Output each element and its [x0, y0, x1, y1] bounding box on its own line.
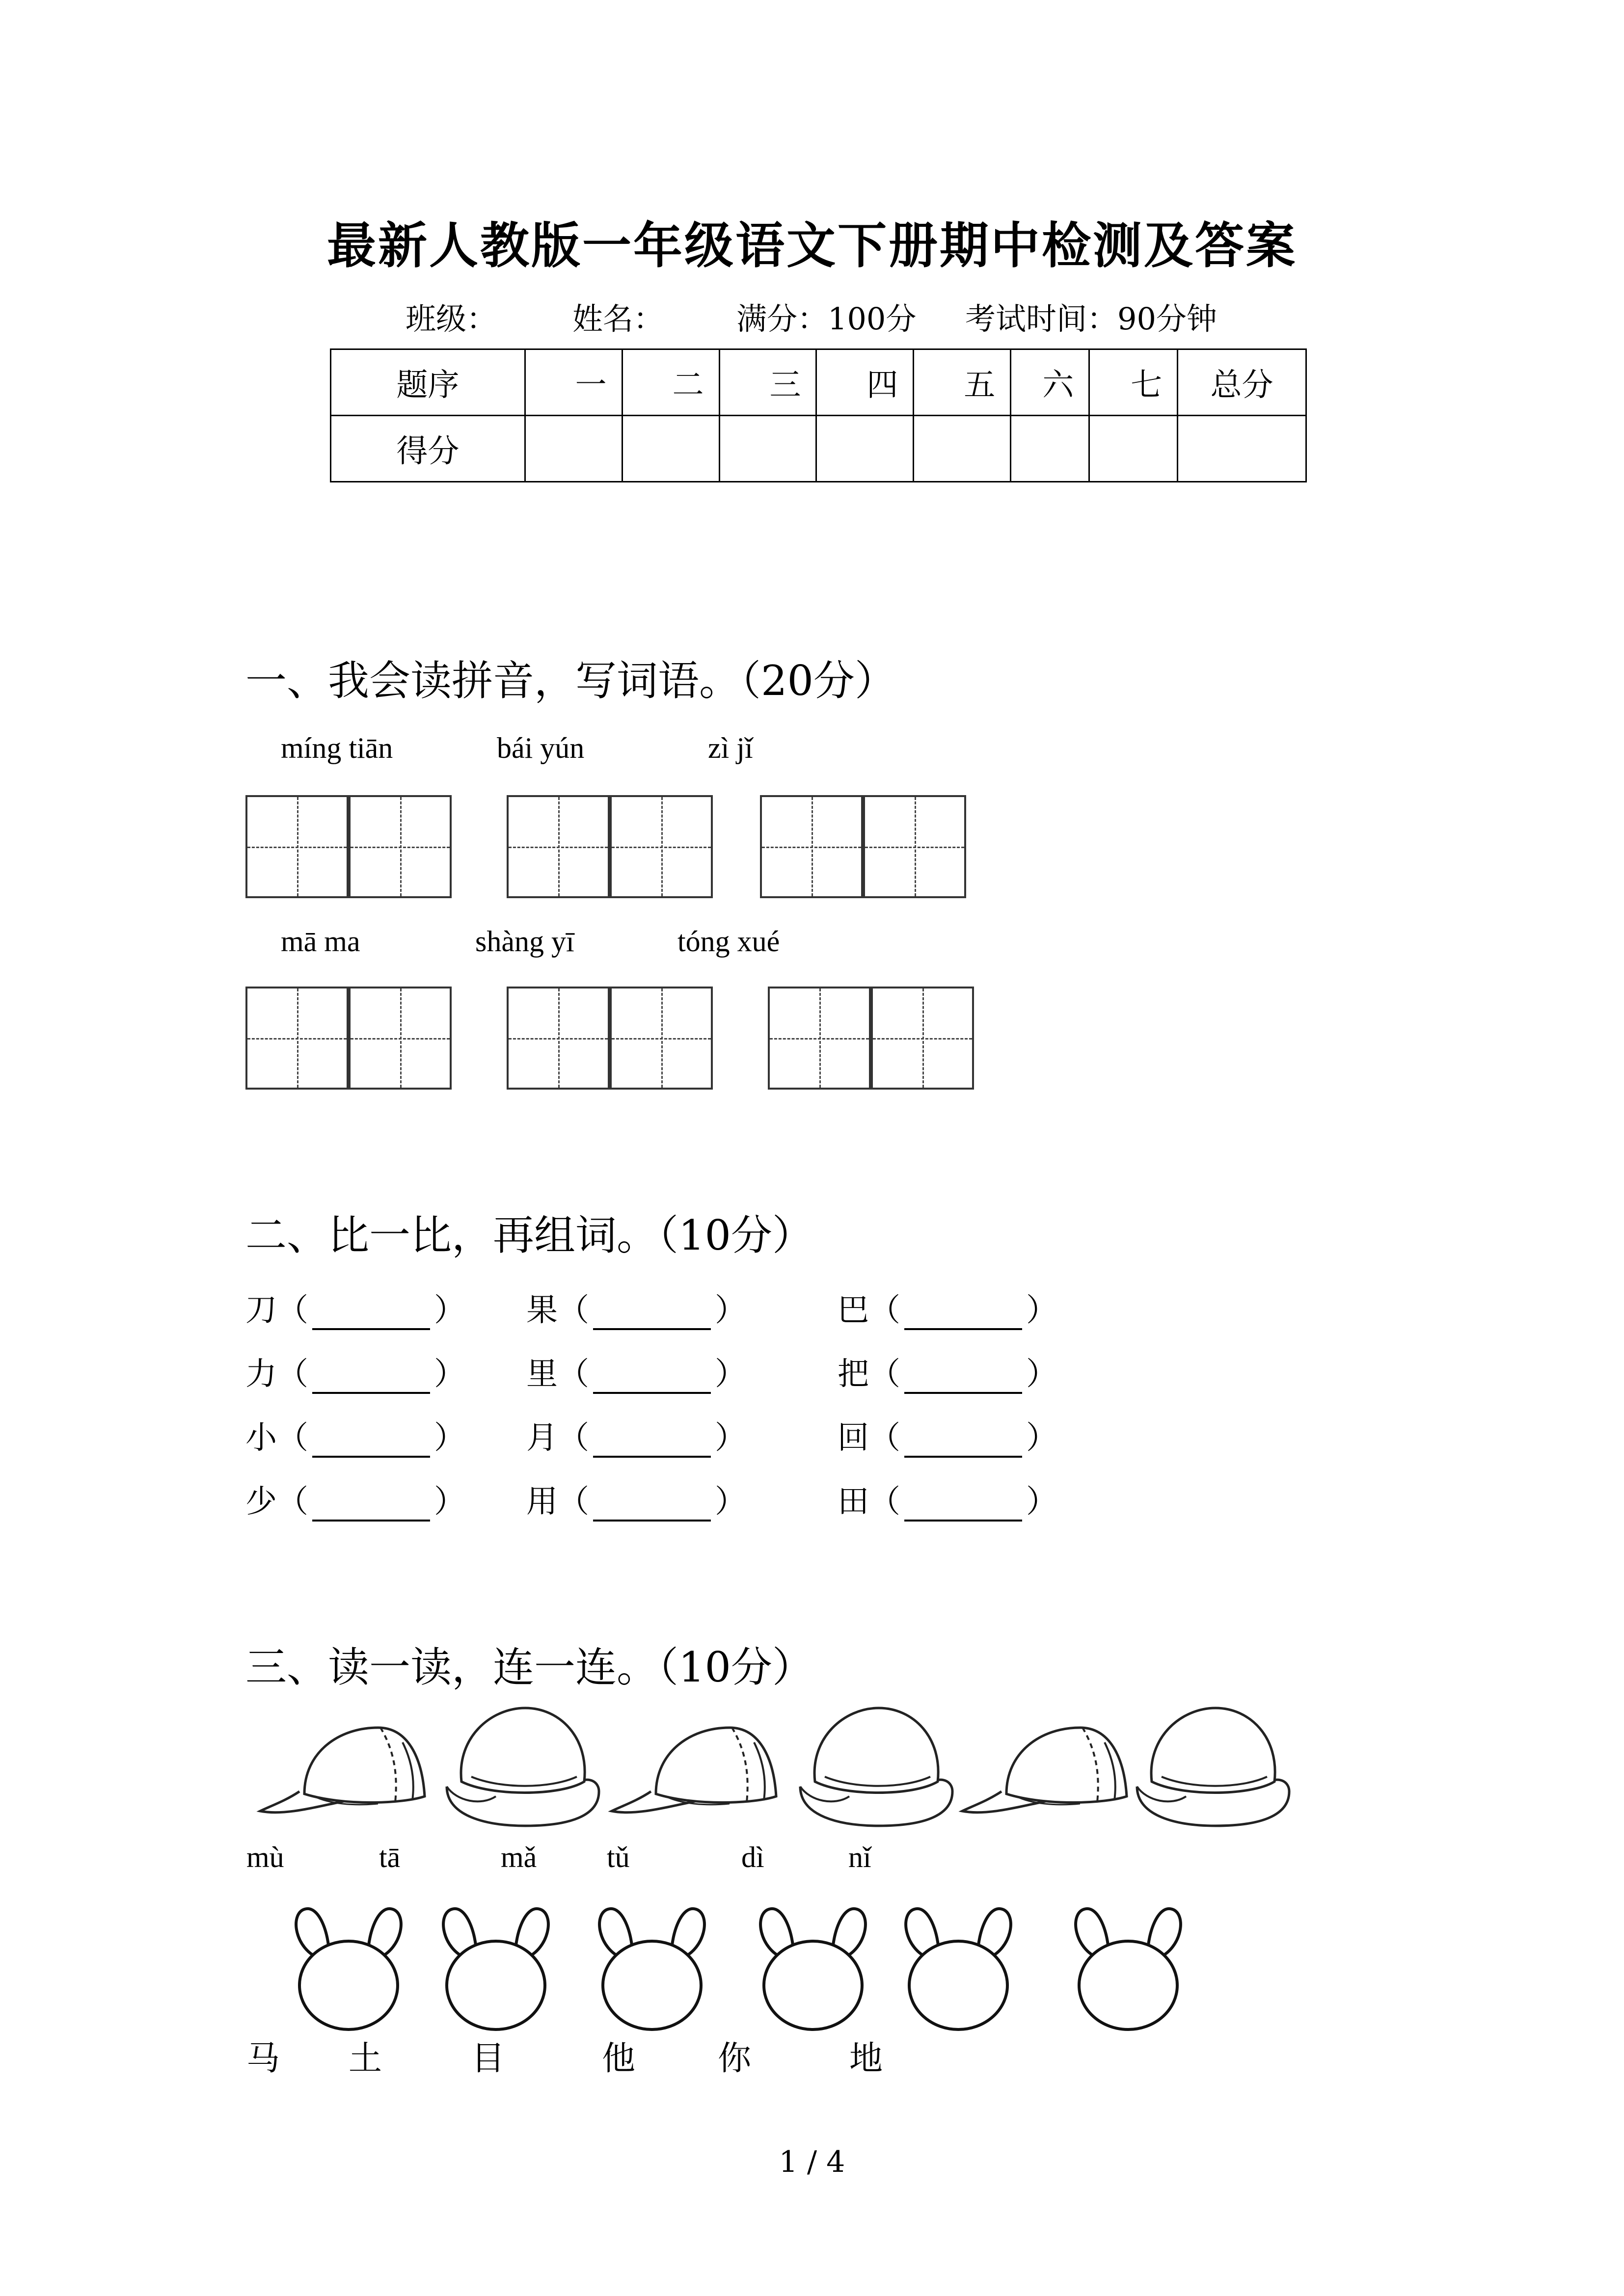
score-header-label: 题序 [331, 349, 525, 416]
score-col-7: 七 [1089, 349, 1178, 416]
word-char: 田 [838, 1484, 869, 1520]
score-row-label: 得分 [331, 416, 525, 482]
open-paren: （ [277, 1292, 308, 1329]
rabbit-char: 地 [849, 2039, 883, 2078]
rabbits-illustration [0, 1899, 1624, 2047]
page-title: 最新人教版一年级语文下册期中检测及答案 [327, 216, 1297, 274]
pinyin-label: zì jǐ [708, 732, 753, 764]
open-paren: （ [277, 1356, 308, 1392]
answer-blank[interactable] [593, 1495, 711, 1522]
close-paren: ） [434, 1292, 465, 1329]
hat-pinyin: dì [741, 1841, 764, 1873]
score-table-score-row [331, 416, 1306, 482]
pinyin-label: tóng xué [677, 925, 780, 958]
word-group-item [245, 1349, 465, 1394]
close-paren: ） [1026, 1484, 1057, 1520]
close-paren: ） [434, 1356, 465, 1392]
open-paren: （ [277, 1484, 308, 1520]
open-paren: （ [558, 1484, 589, 1520]
pinyin-label: shàng yī [475, 925, 574, 958]
page-number: 1 / 4 [779, 2145, 845, 2179]
word-group-item [838, 1476, 1057, 1522]
word-group-item [526, 1285, 746, 1330]
pinyin-label: míng tiān [281, 732, 393, 764]
close-paren: ） [715, 1292, 746, 1329]
word-group-item [838, 1413, 1057, 1458]
pinyin-label: mā ma [281, 925, 360, 958]
full-score: 满分：100分 [736, 301, 917, 337]
rabbit-char: 目 [471, 2039, 505, 2078]
rabbit-char: 马 [246, 2039, 280, 2078]
close-paren: ） [1026, 1292, 1057, 1329]
answer-blank[interactable] [312, 1495, 430, 1522]
score-col-1: 一 [525, 349, 622, 416]
close-paren: ） [715, 1484, 746, 1520]
score-cell[interactable] [1089, 416, 1178, 482]
writing-cell[interactable] [349, 987, 452, 1090]
close-paren: ） [434, 1484, 465, 1520]
writing-cell[interactable] [871, 987, 974, 1090]
close-paren: ） [1026, 1356, 1057, 1392]
close-paren: ） [434, 1420, 465, 1456]
word-char: 小 [245, 1420, 277, 1456]
answer-blank[interactable] [904, 1431, 1022, 1458]
open-paren: （ [869, 1356, 900, 1392]
writing-cell[interactable] [507, 795, 610, 898]
open-paren: （ [558, 1420, 589, 1456]
word-char: 果 [526, 1292, 558, 1329]
answer-blank[interactable] [593, 1304, 711, 1330]
rabbit-char: 土 [349, 2039, 382, 2078]
writing-cell[interactable] [768, 987, 871, 1090]
score-col-6: 六 [1011, 349, 1089, 416]
score-total-label: 总分 [1178, 349, 1306, 416]
score-table [330, 348, 1307, 482]
close-paren: ） [1026, 1420, 1057, 1456]
word-group-item [526, 1476, 746, 1522]
word-group-item [245, 1285, 465, 1330]
open-paren: （ [558, 1292, 589, 1329]
score-table-header-row [331, 349, 1306, 416]
word-group-item [838, 1349, 1057, 1394]
answer-blank[interactable] [904, 1304, 1022, 1330]
class-label: 班级： [406, 301, 497, 337]
answer-blank[interactable] [593, 1367, 711, 1394]
close-paren: ） [715, 1420, 746, 1456]
open-paren: （ [869, 1292, 900, 1329]
score-cell[interactable] [1011, 416, 1089, 482]
pinyin-label: bái yún [497, 732, 585, 764]
word-group-item [245, 1476, 465, 1522]
answer-blank[interactable] [312, 1367, 430, 1394]
name-label: 姓名： [572, 301, 664, 337]
answer-blank[interactable] [904, 1495, 1022, 1522]
writing-cell[interactable] [245, 987, 349, 1090]
hat-pinyin: nǐ [848, 1841, 871, 1873]
writing-cell[interactable] [610, 987, 713, 1090]
section2-heading: 二、比一比，再组词。（10分） [245, 1211, 813, 1259]
close-paren: ） [715, 1356, 746, 1392]
score-col-3: 三 [719, 349, 816, 416]
score-col-5: 五 [914, 349, 1011, 416]
hat-pinyin: mǎ [501, 1841, 537, 1873]
score-cell[interactable] [914, 416, 1011, 482]
word-group-item [838, 1285, 1057, 1330]
score-cell[interactable] [525, 416, 622, 482]
word-char: 月 [526, 1420, 558, 1456]
word-char: 里 [526, 1356, 558, 1392]
score-col-4: 四 [816, 349, 914, 416]
section3-heading: 三、读一读，连一连。（10分） [245, 1643, 813, 1691]
writing-cell[interactable] [349, 795, 452, 898]
hats-illustration [0, 1693, 1624, 1890]
open-paren: （ [558, 1356, 589, 1392]
answer-blank[interactable] [904, 1367, 1022, 1394]
rabbit-char: 他 [602, 2039, 636, 2078]
score-cell[interactable] [1178, 416, 1306, 482]
writing-cell[interactable] [245, 795, 349, 898]
word-char: 用 [526, 1484, 558, 1520]
score-cell[interactable] [719, 416, 816, 482]
section1-heading: 一、我会读拼音，写词语。（20分） [245, 657, 896, 705]
word-char: 少 [245, 1484, 277, 1520]
answer-blank[interactable] [593, 1431, 711, 1458]
word-char: 巴 [838, 1292, 869, 1329]
writing-cell[interactable] [507, 987, 610, 1090]
hat-pinyin: tā [379, 1841, 401, 1873]
writing-cell[interactable] [610, 795, 713, 898]
word-group-item [526, 1349, 746, 1394]
score-col-2: 二 [622, 349, 719, 416]
word-char: 回 [838, 1420, 869, 1456]
answer-blank[interactable] [312, 1304, 430, 1330]
score-cell[interactable] [622, 416, 719, 482]
word-char: 刀 [245, 1292, 277, 1329]
rabbit-char: 你 [718, 2039, 752, 2078]
score-cell[interactable] [816, 416, 914, 482]
hat-pinyin: tǔ [607, 1841, 630, 1873]
word-group-item [245, 1413, 465, 1458]
open-paren: （ [277, 1420, 308, 1456]
word-group-item [526, 1413, 746, 1458]
writing-cell[interactable] [863, 795, 966, 898]
open-paren: （ [869, 1484, 900, 1520]
exam-time: 考试时间：90分钟 [965, 301, 1217, 337]
word-char: 把 [838, 1356, 869, 1392]
answer-blank[interactable] [312, 1431, 430, 1458]
open-paren: （ [869, 1420, 900, 1456]
writing-cell[interactable] [760, 795, 863, 898]
word-char: 力 [245, 1356, 277, 1392]
hat-pinyin: mù [246, 1841, 284, 1873]
